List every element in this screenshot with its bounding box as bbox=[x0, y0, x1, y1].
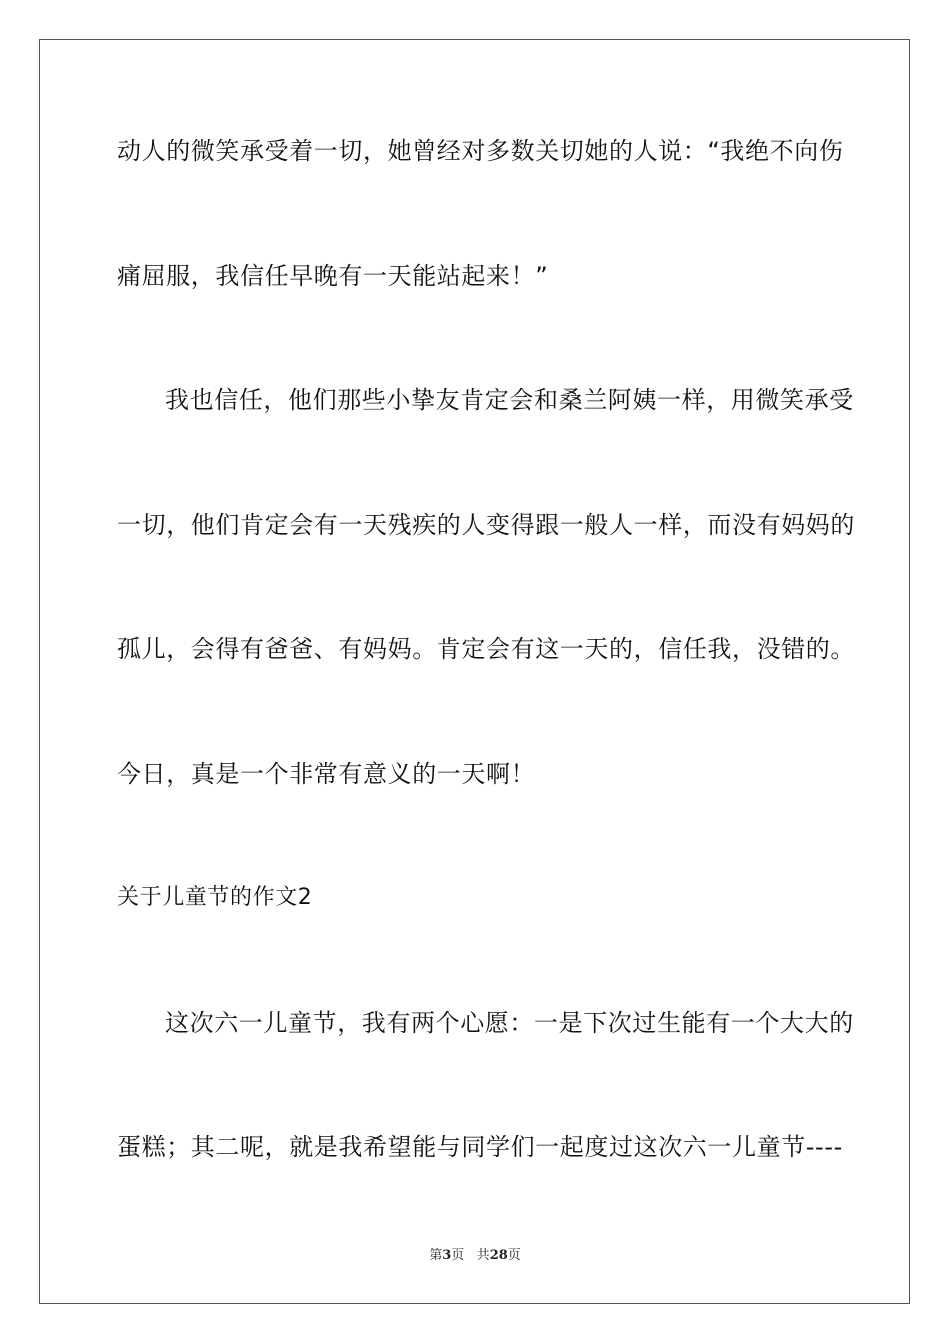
paragraph-line-1: 我也信任，他们那些小挚友肯定会和桑兰阿姨一样，用微笑承受 bbox=[165, 386, 854, 414]
footer-page-prefix: 第 bbox=[429, 1248, 443, 1263]
footer-total-prefix: 共 bbox=[476, 1248, 490, 1263]
footer-page-number: 3 bbox=[442, 1248, 452, 1263]
page-footer bbox=[0, 1247, 950, 1265]
text-line-1: 动人的微笑承受着一切，她曾经对多数关切她的人说：“我绝不向伤 bbox=[117, 137, 844, 165]
footer-total-unit: 页 bbox=[507, 1248, 521, 1263]
page-frame bbox=[39, 39, 910, 1304]
text-line-6: 今日，真是一个非常有意义的一天啊！ bbox=[117, 760, 536, 788]
text-line-2: 痛屈服，我信任早晚有一天能站起来！” bbox=[117, 262, 549, 290]
text-line-9: 蛋糕；其二呢，就是我希望能与同学们一起度过这次六一儿童节---- bbox=[117, 1133, 843, 1161]
text-line-5: 孤儿，会得有爸爸、有妈妈。肯定会有这一天的，信任我，没错的。 bbox=[117, 635, 855, 663]
text-line-4: 一切，他们肯定会有一天残疾的人变得跟一般人一样，而没有妈妈的 bbox=[117, 511, 855, 539]
paragraph-line-2: 这次六一儿童节，我有两个心愿：一是下次过生能有一个大大的 bbox=[165, 1009, 854, 1037]
footer-total-number: 28 bbox=[489, 1248, 508, 1263]
section-heading: 关于儿童节的作文2 bbox=[117, 885, 313, 910]
footer-page-unit: 页 bbox=[451, 1248, 465, 1263]
